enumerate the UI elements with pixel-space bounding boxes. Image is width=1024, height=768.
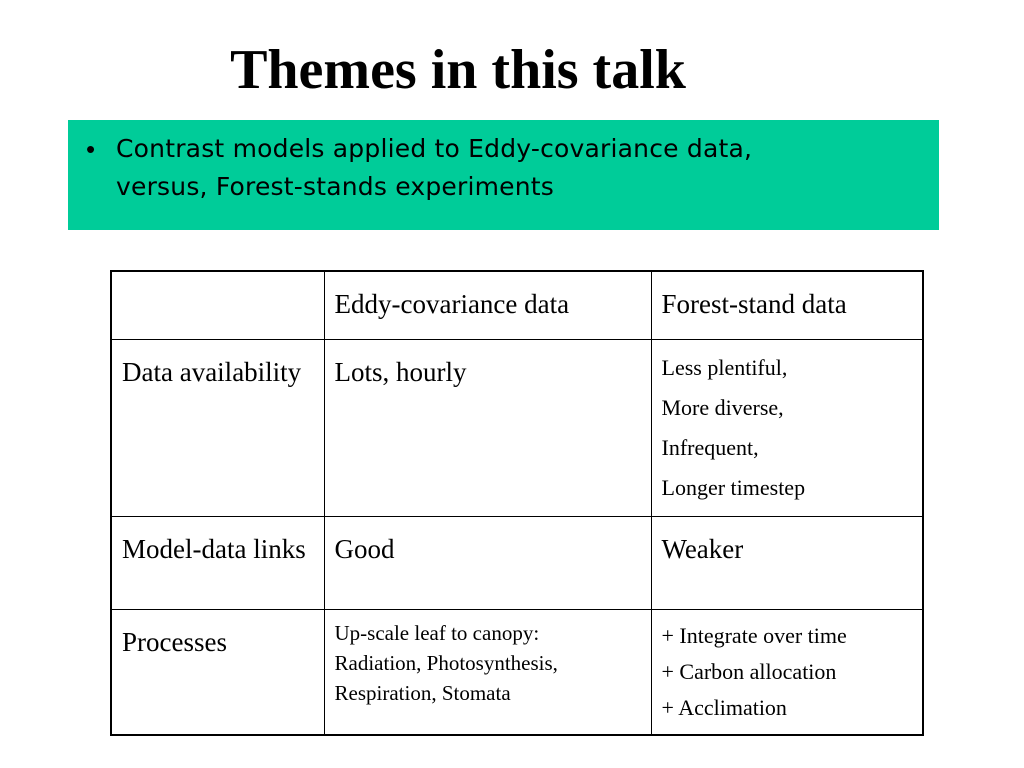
list-item: Up-scale leaf to canopy: <box>334 621 540 645</box>
bullet-icon: • <box>86 134 96 164</box>
cell-forest-availability <box>651 340 923 517</box>
header-cell-empty <box>111 271 324 340</box>
list-item: More diverse, <box>661 395 784 420</box>
header-cell-eddy: Eddy-covariance data <box>324 271 651 340</box>
table-header-row <box>111 271 923 340</box>
table-row <box>111 340 923 517</box>
row-label-processes: Processes <box>111 610 324 736</box>
list-item: Less plentiful, <box>661 355 788 380</box>
cell-eddy-links: Good <box>324 517 651 610</box>
list-item: Radiation, Photosynthesis, <box>334 651 558 675</box>
list-item: + Integrate over time <box>661 623 847 648</box>
callout-text <box>116 130 752 206</box>
row-label-model-data-links: Model-data links <box>111 517 324 610</box>
list-item: + Acclimation <box>661 695 787 720</box>
list-item: Respiration, Stomata <box>334 681 511 705</box>
list-item: Longer timestep <box>661 475 806 500</box>
table-row <box>111 517 923 610</box>
slide-title: Themes in this talk <box>230 39 686 101</box>
theme-callout <box>68 120 939 230</box>
cell-forest-processes <box>651 610 923 736</box>
header-cell-forest: Forest-stand data <box>651 271 923 340</box>
cell-eddy-processes <box>324 610 651 736</box>
callout-text-line: versus, Forest-stands experiments <box>116 172 555 201</box>
list-item: + Carbon allocation <box>661 659 837 684</box>
cell-eddy-availability: Lots, hourly <box>324 340 651 517</box>
callout-text-line: Contrast models applied to Eddy-covariance data, <box>116 134 753 163</box>
list-item: Infrequent, <box>661 435 759 460</box>
table-row <box>111 610 923 736</box>
comparison-table <box>110 270 924 736</box>
cell-forest-links: Weaker <box>651 517 923 610</box>
callout-bullet-item <box>86 130 919 206</box>
row-label-data-availability: Data availability <box>111 340 324 517</box>
